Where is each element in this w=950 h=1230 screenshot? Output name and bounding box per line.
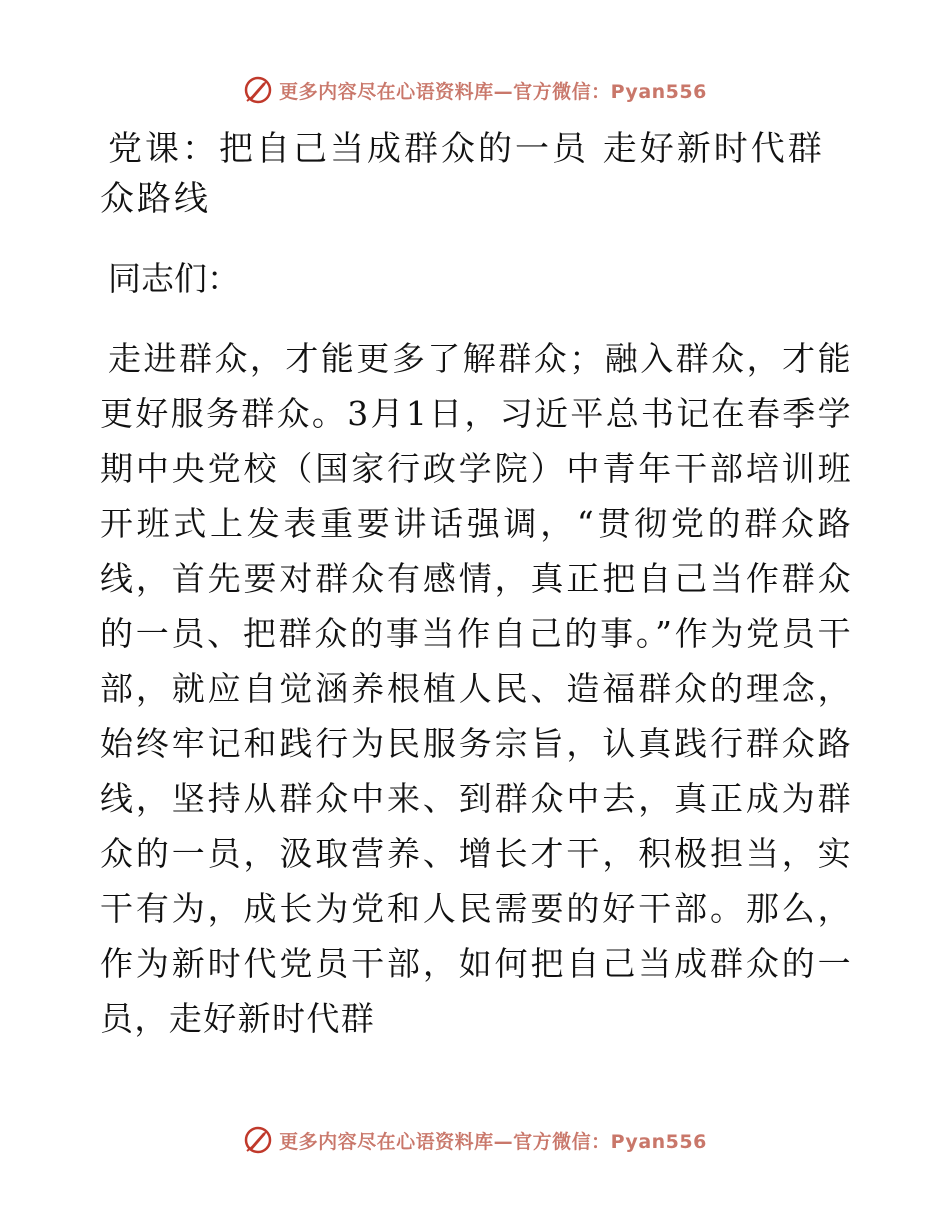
quill-pen-icon	[243, 1125, 273, 1155]
greeting: 同志们：	[108, 259, 240, 298]
banner-text: 更多内容尽在心语资料库—官方微信：Pyan556	[279, 1130, 707, 1153]
document-title: 党课：把自己当成群众的一员 走好新时代群众路线	[100, 129, 825, 219]
quill-pen-icon	[243, 75, 273, 105]
banner-text: 更多内容尽在心语资料库—官方微信：Pyan556	[279, 80, 707, 103]
body-paragraph: 走进群众，才能更多了解群众；融入群众，才能更好服务群众。3月1日，习近平总书记在春季学期中央党校（国家行政学院）中青年干部培训班开班式上发表重要讲话强调，“贯彻党的群众路线，首先要对群众有感情，真正把自己当作群众的一员、把群众的事当作自己的事。”作为党员干部，就应自觉涵养根植人民、造福群众的理念，始终牢记和践行为民服务宗旨，认真践行群众路线，坚持从群众中来、到群众中去，真正成为群众的一员，汲取营养、增长才干，积极担当，实干有为，成长为党和人民需要的好干部。那么，作为新时代党员干部，如何把自己当成群众的一员，走好新时代群	[100, 339, 852, 1038]
header-banner	[0, 72, 950, 108]
footer-banner	[0, 1122, 950, 1158]
